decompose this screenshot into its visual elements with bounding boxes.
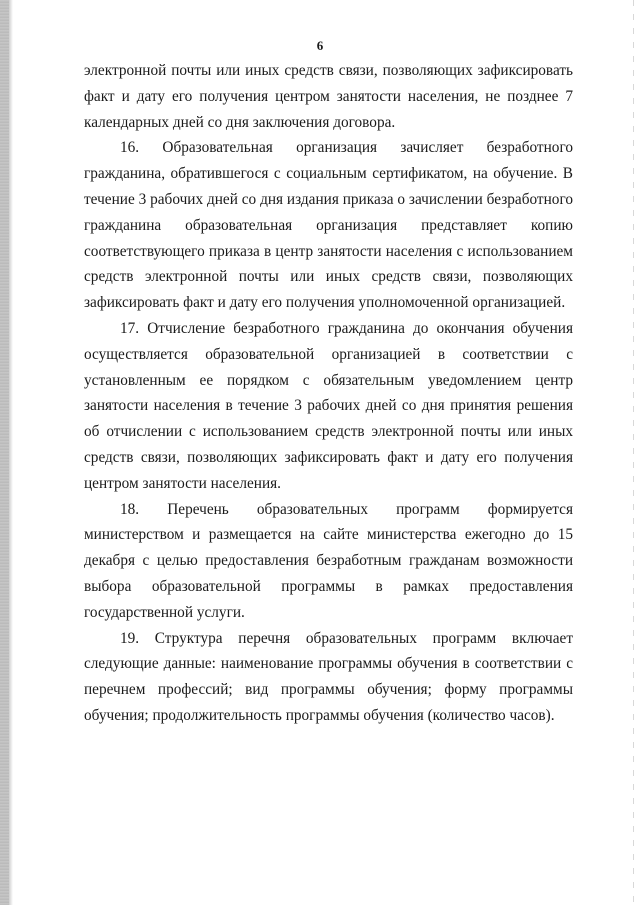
paragraph-19: 19. Структура перечня образовательных программ включает следующие данные: наименование программы обучения в соответствии с перечнем профессий; вид программы обучения; форму программы обучения; продолжительность программы обучения (количество часов).: [84, 629, 573, 724]
scan-edge-left: [0, 0, 9, 905]
page-number: 6: [316, 38, 324, 53]
scan-edge-shadow: [9, 0, 13, 905]
paragraph-17: 17. Отчисление безработного гражданина до окончания обучения осуществляется образовательной организацией в соответствии с установленным ее порядком с обязательным уведомлением центр занятости населения в течение 3 рабочих дней со дня принятия решения об отчислении с использованием средств электронной почты или иных средств связи, позволяющих зафиксировать факт и дату его получения центром занятости населения.: [84, 319, 573, 492]
paragraph-16: 16. Образовательная организация зачисляет безработного гражданина, обратившегося с социальным сертификатом, на обучение. В течение 3 рабочих дней со дня издания приказа о зачислении безработного гражданина образовательная организация представляет копию соответствующего приказа в центр занятости населения с использованием средств электронной почты или иных средств связи, позволяющих зафиксировать факт и дату его получения уполномоченной организацией.: [84, 139, 573, 312]
paragraph-18: 18. Перечень образовательных программ формируется министерством и размещается на сайте министерства ежегодно до 15 декабря с целью предоставления безработным гражданам возможности выбора образовательной программы в рамках предоставления государственной услуги.: [84, 500, 573, 621]
paragraph-continuation: электронной почты или иных средств связи, позволяющих зафиксировать факт и дату его получения центром занятости населения, не позднее 7 календарных дней со дня заключения договора.: [84, 62, 573, 131]
document-body: [84, 58, 573, 729]
scan-edge-right: [633, 0, 634, 905]
